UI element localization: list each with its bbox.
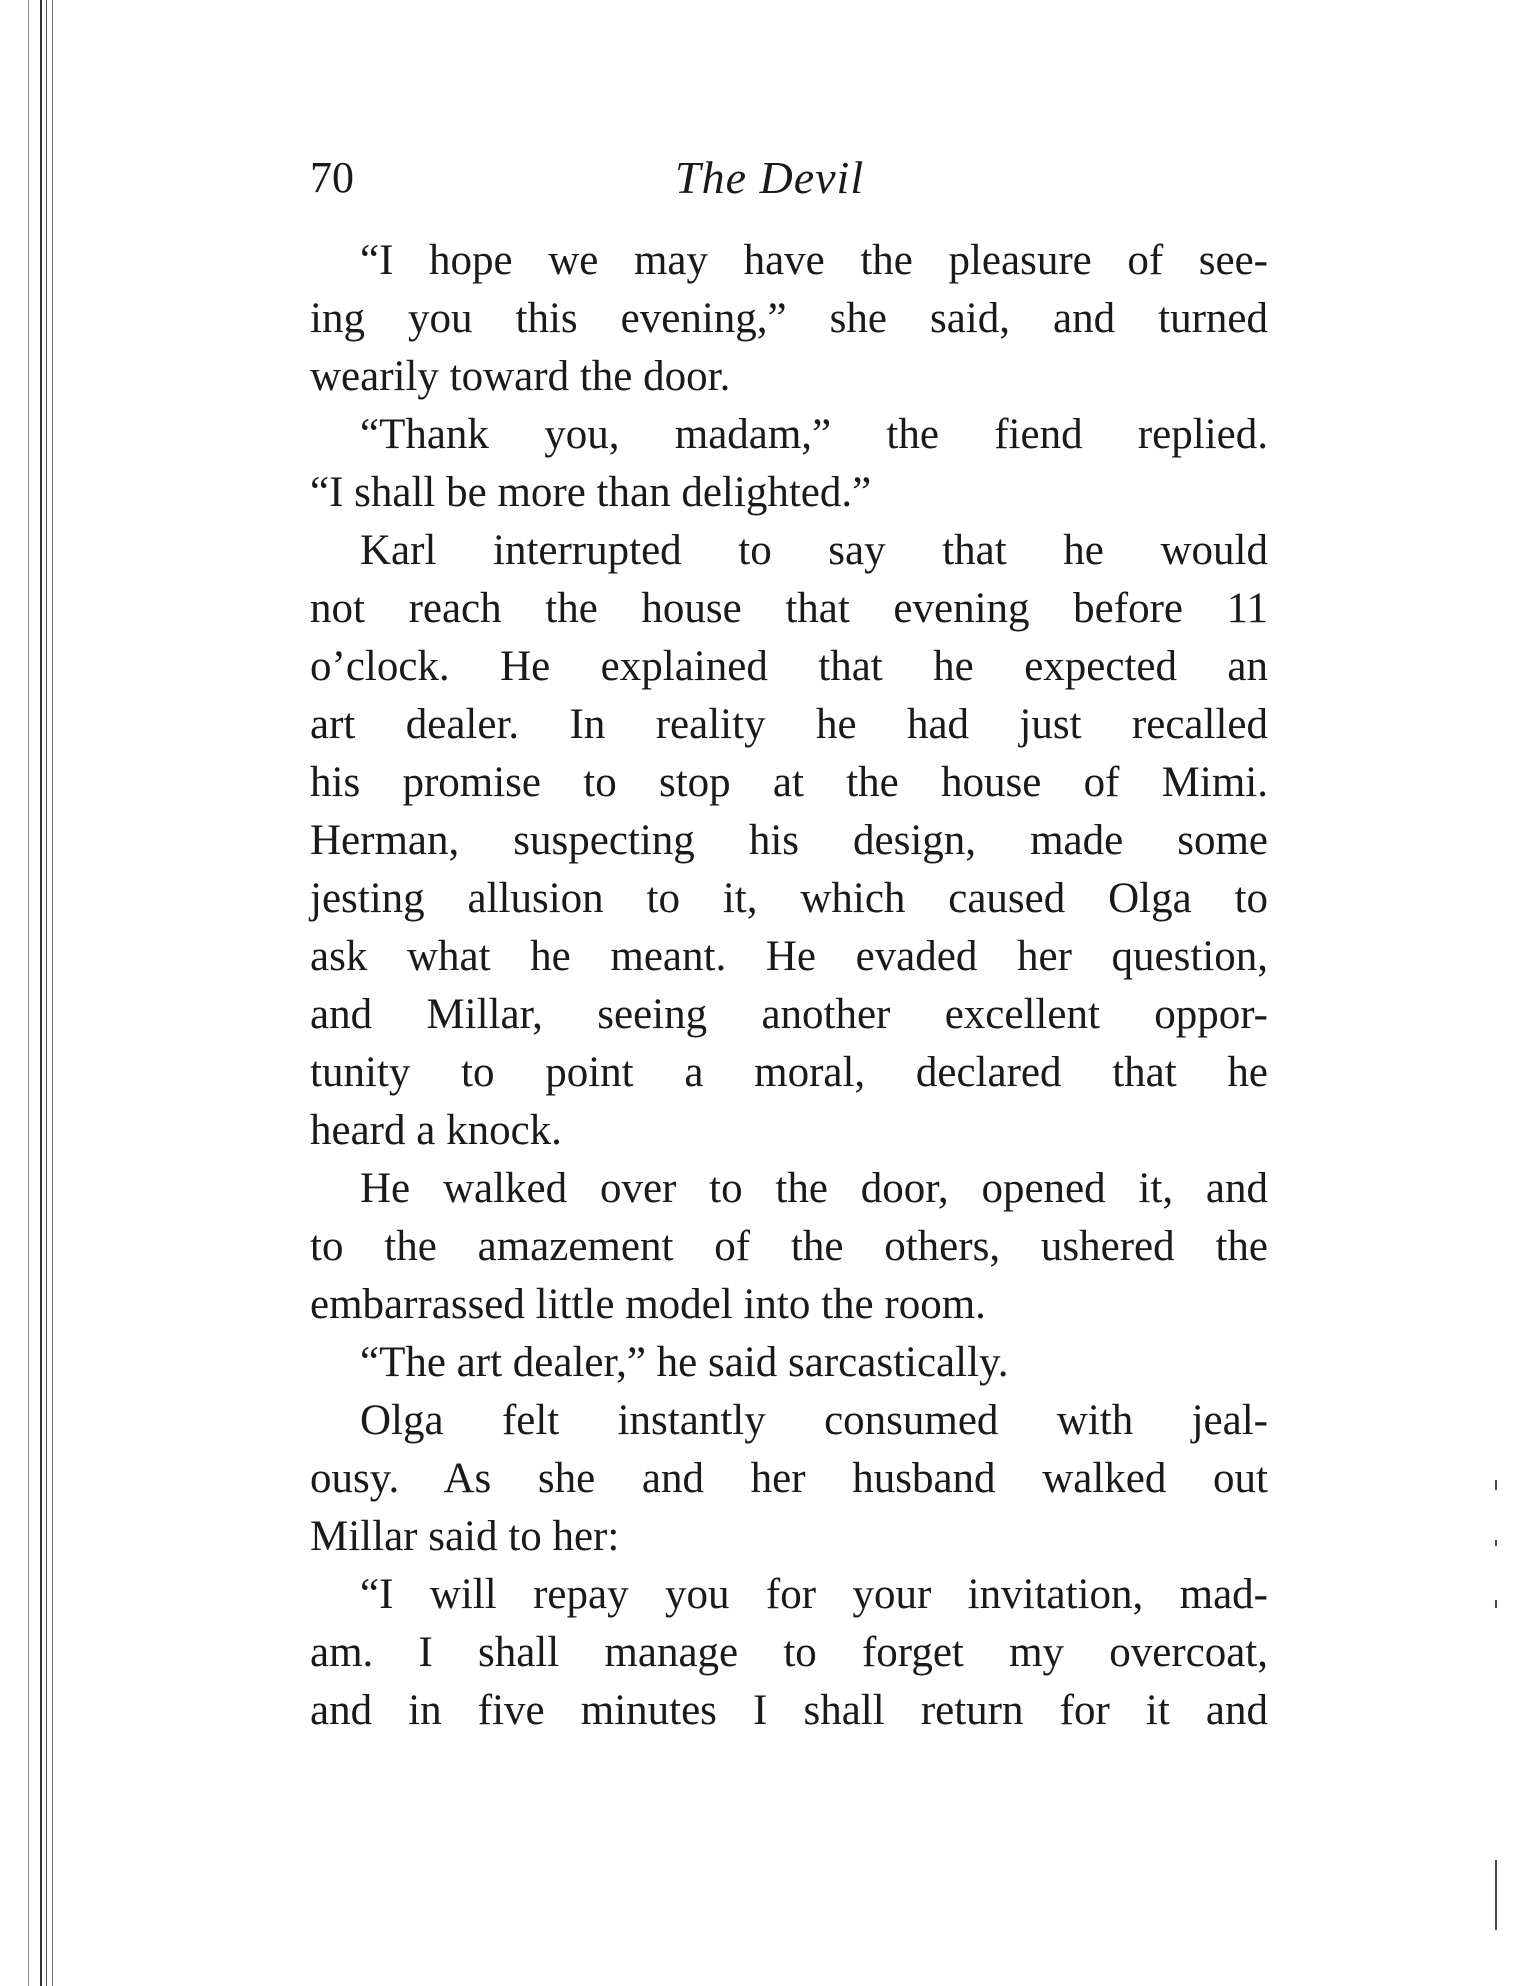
paragraph	[310, 232, 1268, 406]
page-number: 70	[310, 153, 354, 202]
text-line: wearily toward the door.	[310, 353, 731, 400]
text-line: and Millar, seeing another excellent oppor-	[310, 991, 1268, 1038]
paragraph	[310, 406, 1268, 522]
running-title: The Devil	[675, 152, 865, 203]
text-line: tunity to point a moral, declared that he	[310, 1049, 1268, 1096]
text-line: Herman, suspecting his design, made some	[310, 817, 1268, 864]
paragraph	[310, 1160, 1268, 1334]
body-text	[310, 232, 1268, 1740]
text-line: “The art dealer,” he said sarcastically.	[360, 1339, 1009, 1386]
text-line: am. I shall manage to forget my overcoat,	[310, 1629, 1268, 1676]
text-line: ousy. As she and her husband walked out	[310, 1455, 1268, 1502]
text-line: Karl interrupted to say that he would	[360, 527, 1268, 574]
binding-edge-line	[46, 0, 47, 1986]
paragraph	[310, 1392, 1268, 1566]
text-line: o’clock. He explained that he expected an	[310, 643, 1268, 690]
paragraph	[310, 1566, 1268, 1740]
scan-speck	[1495, 1540, 1497, 1546]
text-line: Olga felt instantly consumed with jeal-	[360, 1397, 1268, 1444]
scan-specks	[1495, 1480, 1499, 1960]
text-line: embarrassed little model into the room.	[310, 1281, 986, 1328]
binding-edge-line	[52, 0, 53, 1986]
text-line: “Thank you, madam,” the fiend replied.	[360, 411, 1268, 458]
text-line: He walked over to the door, opened it, and	[360, 1165, 1268, 1212]
binding-edge-line	[28, 0, 29, 1986]
text-line: ask what he meant. He evaded her question,	[310, 933, 1268, 980]
text-line: jesting allusion to it, which caused Olga to	[310, 875, 1268, 922]
paragraph	[310, 1334, 1268, 1392]
paragraph	[310, 522, 1268, 1160]
scan-speck	[1495, 1600, 1497, 1608]
text-line: his promise to stop at the house of Mimi.	[310, 759, 1268, 806]
text-line: ing you this evening,” she said, and turned	[310, 295, 1268, 342]
text-line: “I will repay you for your invitation, mad-	[360, 1571, 1268, 1618]
scan-speck	[1495, 1860, 1497, 1930]
scan-speck	[1495, 1480, 1497, 1490]
text-line: heard a knock.	[310, 1107, 562, 1154]
text-line: and in five minutes I shall return for it and	[310, 1687, 1268, 1734]
page-header	[310, 148, 1268, 208]
text-line: “I shall be more than delighted.”	[310, 469, 872, 516]
text-line: “I hope we may have the pleasure of see-	[360, 237, 1268, 284]
text-line: not reach the house that evening before 11	[310, 585, 1268, 632]
text-line: Millar said to her:	[310, 1513, 620, 1560]
text-line: to the amazement of the others, ushered the	[310, 1223, 1268, 1270]
text-line: art dealer. In reality he had just recalled	[310, 701, 1268, 748]
binding-edge-line	[40, 0, 42, 1986]
